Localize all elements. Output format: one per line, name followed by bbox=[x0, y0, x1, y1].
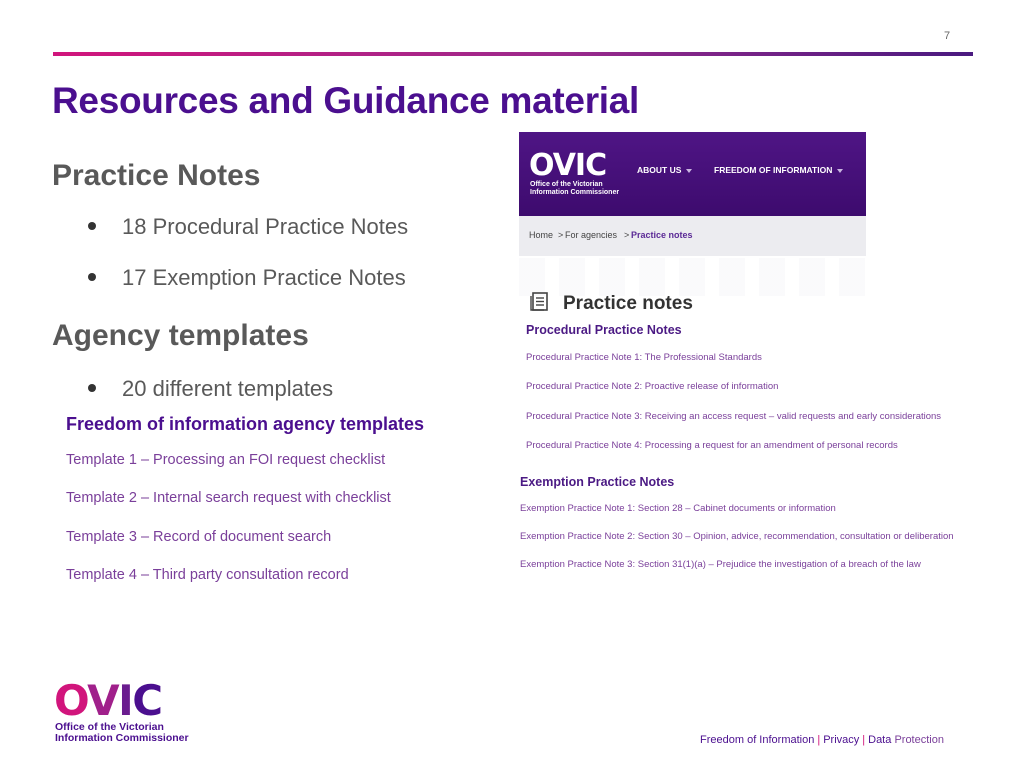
footer-ovic-logo: OVIC bbox=[54, 676, 162, 725]
template-link-3[interactable]: Template 3 – Record of document search bbox=[66, 529, 332, 545]
agency-templates-heading: Agency templates bbox=[52, 319, 309, 352]
procedural-note-link-2[interactable]: Procedural Practice Note 2: Proactive release of information bbox=[526, 381, 779, 392]
nav-about-us[interactable]: ABOUT US bbox=[637, 165, 692, 175]
exemption-note-link-1[interactable]: Exemption Practice Note 1: Section 28 – Cabinet documents or information bbox=[520, 503, 836, 514]
bullet-templates: 20 different templates bbox=[88, 376, 333, 402]
breadcrumb-current: Practice notes bbox=[631, 230, 693, 240]
website-logo-subtitle: Office of the Victorian Information Commissioner bbox=[530, 181, 620, 196]
footer-foi: Freedom of Information bbox=[700, 734, 815, 746]
document-list-icon bbox=[530, 292, 548, 311]
procedural-note-link-1[interactable]: Procedural Practice Note 1: The Professional Standards bbox=[526, 352, 762, 363]
website-header bbox=[519, 132, 866, 216]
procedural-note-link-3[interactable]: Procedural Practice Note 3: Receiving an access request – valid requests and early considerations bbox=[526, 411, 942, 422]
breadcrumb bbox=[519, 216, 866, 256]
nav-freedom-of-information[interactable]: FREEDOM OF INFORMATION bbox=[714, 165, 843, 175]
bullet-procedural-notes: 18 Procedural Practice Notes bbox=[88, 214, 408, 240]
header-divider bbox=[53, 52, 973, 56]
procedural-note-link-4[interactable]: Procedural Practice Note 4: Processing a request for an amendment of personal records bbox=[526, 440, 898, 451]
bullet-dot bbox=[88, 273, 96, 281]
chevron-down-icon bbox=[686, 169, 692, 173]
slide-number: 7 bbox=[944, 30, 951, 42]
footer-data: Data bbox=[868, 734, 892, 746]
procedural-notes-heading: Procedural Practice Notes bbox=[526, 323, 682, 337]
exemption-notes-heading: Exemption Practice Notes bbox=[520, 475, 675, 489]
footer-protection: Protection bbox=[894, 734, 944, 746]
footer-tagline: Freedom of Information | Privacy | Data Protection bbox=[700, 734, 944, 746]
faded-content-strip bbox=[519, 258, 866, 296]
breadcrumb-agencies[interactable]: For agencies bbox=[565, 230, 618, 240]
practice-notes-page-title: Practice notes bbox=[563, 293, 693, 314]
bullet-dot bbox=[88, 384, 96, 392]
template-link-1[interactable]: Template 1 – Processing an FOI request checklist bbox=[66, 452, 386, 468]
practice-notes-heading: Practice Notes bbox=[52, 159, 261, 192]
bullet-exemption-notes: 17 Exemption Practice Notes bbox=[88, 265, 406, 291]
template-link-2[interactable]: Template 2 – Internal search request with checklist bbox=[66, 490, 391, 506]
website-logo[interactable]: OVIC bbox=[529, 148, 607, 183]
chevron-down-icon bbox=[837, 169, 843, 173]
breadcrumb-home[interactable]: Home bbox=[529, 230, 554, 240]
slide-title: Resources and Guidance material bbox=[52, 80, 640, 121]
template-link-4[interactable]: Template 4 – Third party consultation record bbox=[66, 567, 349, 583]
bullet-dot bbox=[88, 222, 96, 230]
breadcrumb-separator: > bbox=[624, 230, 630, 240]
breadcrumb-separator: > bbox=[558, 230, 564, 240]
exemption-note-link-2[interactable]: Exemption Practice Note 2: Section 30 – Opinion, advice, recommendation, consultation or deliberation bbox=[520, 531, 954, 542]
exemption-note-link-3[interactable]: Exemption Practice Note 3: Section 31(1)(a) – Prejudice the investigation of a breach of the law bbox=[520, 559, 921, 570]
footer-privacy: Privacy bbox=[823, 734, 860, 746]
footer-logo-subtitle: Office of the Victorian Information Commissioner bbox=[55, 721, 189, 744]
templates-heading: Freedom of information agency templates bbox=[66, 414, 425, 434]
